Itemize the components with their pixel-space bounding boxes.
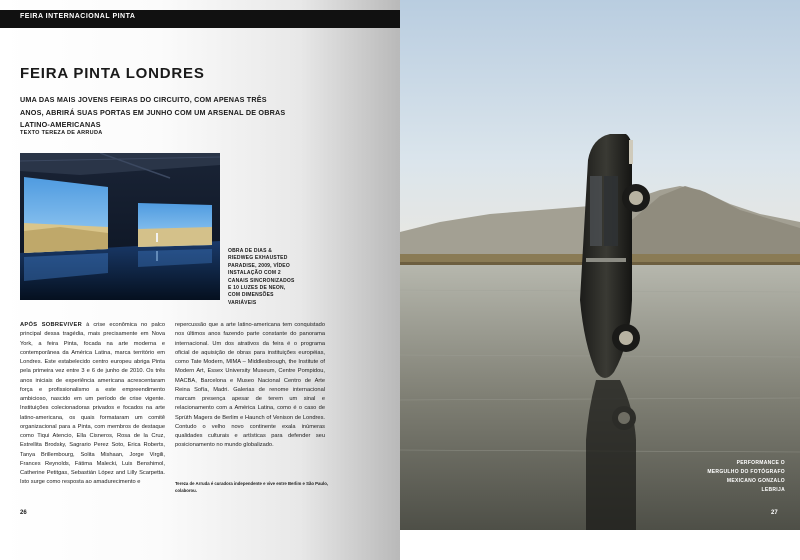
page-number-right: 27 (771, 510, 778, 516)
body-column-1 (20, 321, 165, 488)
body-column-2: repercussão que a arte latino-americana tem conquistado nos últimos anos fazendo parte constante do panorama internacional. Um dos atrativos da feira é o programa oficial de aquisição de obras para instituições européias, como Tate Modern, MIMA – Middlesbrough, the Institute of Modern Art, Essex University Museum, Centre Pompidou, MACBA, Barcelona e Museo Nacional Centro de Arte Reina Sofía, Madri. Galerias de renome internacional marcam presença apesar de terem um sinal e relacionamento com a América Latina, como é o caso de Sprüth Magers de Berlim e Haunch of Venison de Londres. Contudo o velho novo continente exala inúmeras qualidades culturais e artísticas para defender seu posicionamento no mundo globalizado. (175, 322, 325, 449)
body-text-1: à crise econômica no palco principal dessa tragédia, mais precisamente em Nova York, a feira Pinta, focada na arte moderna e contemporânea da América Latina, marca território em Londres. Este estabelecido centro europeu abriga Pinta pela primeira vez entre 3 e 6 de junho de 2010. Os três anos iniciais de experiência americana acrescentaram força e profissionalismo a este empreendimento ambicioso, nascido em um período de crise vigente. Instituições colecionadoras privados e focados na arte latino-americana, os quais formataram um comitê organizacional para a Pinta, com membros de destaque como Tiqui Atencio, Ella Cisneros, Rosa de la Cruz, Estrellita Brodsky, Sagrario Perez Soto, Erica Roberts, Tanya Brillembourg, Solita Mishaan, Jorge Virgili, Frances Reynolds, Fátima Malecki, Luis Benshimol, Catherine Petitgas, Sebastián López and Lilly Scarpetta. Isto surge como resposta ao amadurecimento e (20, 322, 165, 486)
car-lake-photo (400, 0, 800, 530)
article-byline: TEXTO TEREZA DE ARRUDA (20, 130, 103, 136)
author-credit: Tereza de Arruda é curadora independente e vive entre Berlim e São Paulo, colaborou. (175, 481, 329, 493)
section-header-bar (0, 10, 400, 28)
article-subtitle: UMA DAS MAIS JOVENS FEIRAS DO CIRCUITO, COM APENAS TRÊS ANOS, ABRIRÁ SUAS PORTAS EM JUNHO COM UM ARSENAL DE OBRAS LATINO-AMERICANAS (20, 95, 286, 129)
right-photo-caption: PERFORMANCE O MERGULHO DO FOTÓGRAFO MEXICANO GONZALO LEBRIJA (707, 460, 785, 493)
article-title: FEIRA PINTA LONDRES (20, 65, 205, 82)
installation-photo (20, 153, 220, 300)
page-number-left: 26 (20, 510, 27, 516)
section-label: FEIRA INTERNACIONAL PINTA (20, 13, 136, 20)
right-page (400, 0, 800, 530)
photo-caption: OBRA DE DIAS & RIEDWEG EXHAUSTED PARADISE, 2009, VÍDEO INSTALAÇÃO COM 2 CANAIS SINCRONIZADOS E 10 LUZES DE NEON, COM DIMENSÕES VARIÁVEIS (228, 248, 295, 306)
body-lead-in: APÓS SOBREVIVER (20, 322, 82, 328)
page-bottom-margin (400, 530, 800, 560)
